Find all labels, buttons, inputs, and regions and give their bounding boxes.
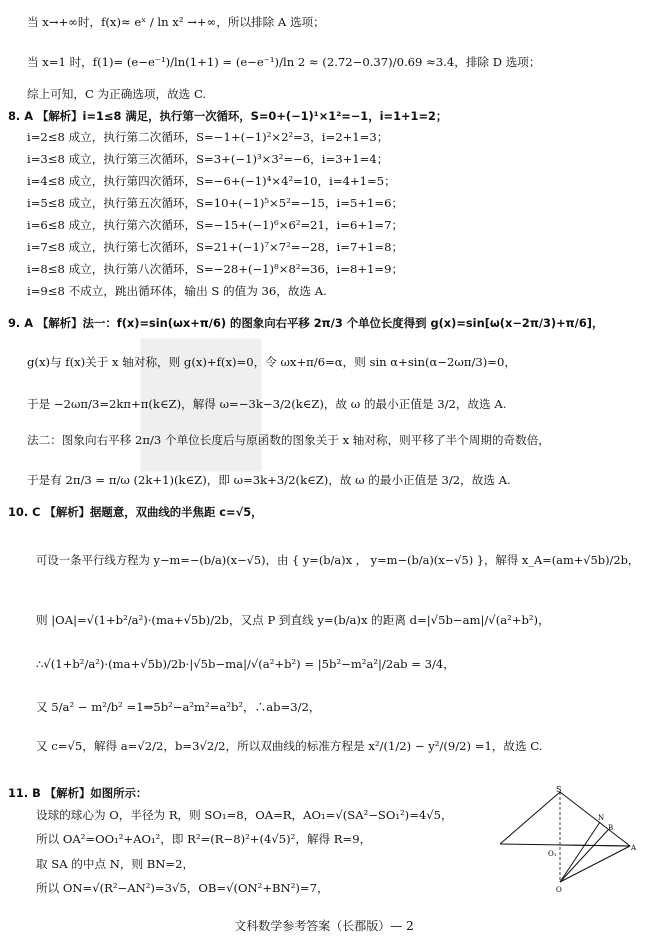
solution-line: 则 |OA|=√(1+b²/a²)·(ma+√5b)/2b，又点 P 到直线 y=(b/a)x 的距离 d=|√5b−am|/√(a²+b²)， <box>36 613 550 627</box>
solution-line: 又 5/a² − m²/b² =1⇒5b²−a²m²=a²b²，∴ab=3/2， <box>36 700 321 714</box>
sphere-cone-figure <box>490 784 640 894</box>
solution-line: 所以 ON=√(R²−AN²)=3√5，OB=√(ON²+BN²)=7， <box>36 881 329 895</box>
solution-line: 可设一条平行线方程为 y−m=−(b/a)(x−√5)，由 { y=(b/a)x ， y=m−(b/a)(x−√5) }，解得 x_A=(am+√5b)/2b， <box>36 553 640 567</box>
solution-line: 设球的球心为 O，半径为 R，则 SO₁=8，OA=R，AO₁=√(SA²−SO₁²)=4√5， <box>36 808 453 822</box>
solution-line: i=3≤8 成立，执行第三次循环，S=3+(−1)³×3²=−6，i=3+1=4； <box>27 152 389 166</box>
solution-line: 又 c=√5，解得 a=√2/2，b=3√2/2，所以双曲线的标准方程是 x²/(1/2) − y²/(9/2) =1，故选 C. <box>36 739 543 753</box>
solution-line: i=9≤8 不成立，跳出循环体，输出 S 的值为 36，故选 A. <box>27 284 327 298</box>
fig-label-s: S <box>556 785 562 794</box>
solution-line: 所以 OA²=OO₁²+AO₁²，即 R²=(R−8)²+(4√5)²，解得 R=9， <box>36 832 372 846</box>
solution-line: 综上可知，C 为正确选项，故选 C. <box>27 87 207 101</box>
solution-line: 当 x=1 时，f(1)= (e−e⁻¹)/ln(1+1) = (e−e⁻¹)/ln 2 ≈ (2.72−0.37)/0.69 ≈3.4，排除 D 选项； <box>27 55 541 69</box>
solution-line: 当 x→+∞时，f(x)≈ eˣ / ln x² →+∞，所以排除 A 选项； <box>27 15 325 29</box>
solution-line: 10. C 【解析】据题意，双曲线的半焦距 c=√5， <box>8 505 263 519</box>
solution-line: 9. A 【解析】法一：f(x)=sin(ωx+π/6) 的图象向右平移 2π/3 个单位长度得到 g(x)=sin[ω(x−2π/3)+π/6]， <box>8 316 604 330</box>
fig-label-a: A <box>631 844 637 852</box>
solution-line: i=7≤8 成立，执行第七次循环，S=21+(−1)⁷×7²=−28，i=7+1=8； <box>27 240 404 254</box>
solution-line: i=5≤8 成立，执行第五次循环，S=10+(−1)⁵×5²=−15，i=5+1=6； <box>27 196 404 210</box>
solution-line: i=2≤8 成立，执行第二次循环，S=−1+(−1)²×2²=3，i=2+1=3； <box>27 130 389 144</box>
solution-line: 于是 −2ωπ/3=2kπ+π(k∈Z)，解得 ω=−3k−3/2(k∈Z)，故 ω 的最小正值是 3/2，故选 A. <box>27 397 507 411</box>
solution-line: g(x)与 f(x)关于 x 轴对称，则 g(x)+f(x)=0，令 ωx+π/6=α，则 sin α+sin(α−2ωπ/3)=0， <box>27 355 516 369</box>
fig-label-n: N <box>598 814 605 822</box>
solution-line: 11. B 【解析】如图所示： <box>8 786 148 800</box>
solution-line: ∴√(1+b²/a²)·(ma+√5b)/2b·|√5b−ma|/√(a²+b²) = |5b²−m²a²|/2ab = 3/4， <box>36 657 455 671</box>
solution-line: i=6≤8 成立，执行第六次循环，S=−15+(−1)⁶×6²=21，i=6+1=7； <box>27 218 404 232</box>
solution-line: 法二：图象向右平移 2π/3 个单位长度后与原函数的图象关于 x 轴对称，则平移了半个周期的奇数倍， <box>27 433 550 447</box>
solution-line: 8. A 【解析】i=1≤8 满足，执行第一次循环，S=0+(−1)¹×1²=−1，i=1+1=2； <box>8 109 448 123</box>
fig-label-o: O <box>556 886 562 894</box>
solution-line: i=4≤8 成立，执行第四次循环，S=−6+(−1)⁴×4²=10，i=4+1=5； <box>27 174 396 188</box>
fig-label-o1: O₁ <box>548 850 557 858</box>
solution-line: i=8≤8 成立，执行第八次循环，S=−28+(−1)⁸×8²=36，i=8+1=9； <box>27 262 404 276</box>
solution-line: 取 SA 的中点 N，则 BN=2， <box>36 857 195 871</box>
fig-label-b: B <box>608 824 614 832</box>
solution-line: 于是有 2π/3 = π/ω (2k+1)(k∈Z)，即 ω=3k+3/2(k∈Z)，故 ω 的最小正值是 3/2，故选 A. <box>27 473 511 487</box>
page-footer: 文科数学参考答案（长郡版）— 2 <box>234 919 414 933</box>
